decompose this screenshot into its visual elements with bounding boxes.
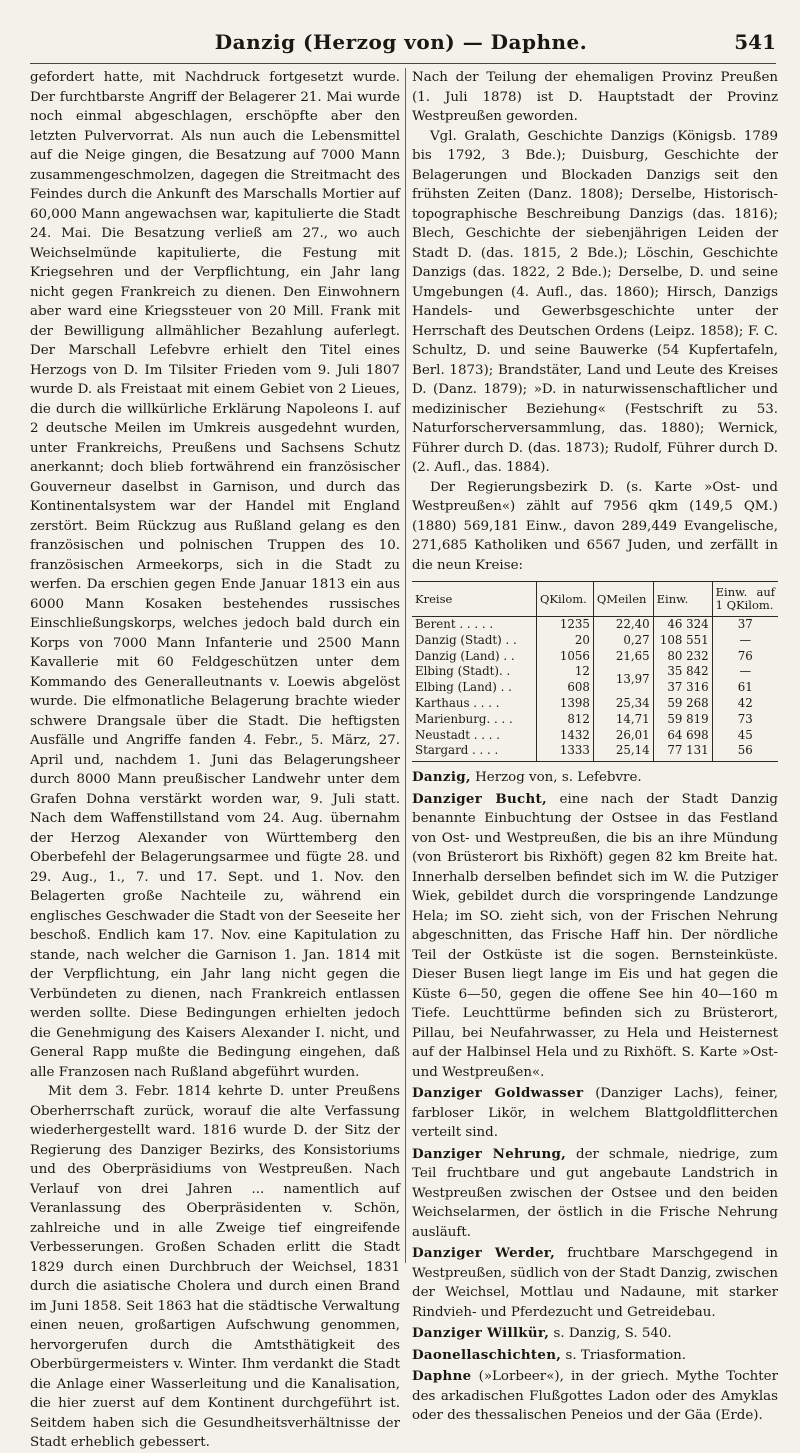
entry-danziger-nehrung xyxy=(412,1145,778,1243)
table-row xyxy=(412,712,778,728)
table-row xyxy=(412,743,778,761)
entry-text: Herzog von, s. Lefebvre. xyxy=(475,770,642,786)
page-header xyxy=(26,30,776,60)
table-row xyxy=(412,664,778,680)
kreis-qm: 25,34 xyxy=(593,696,653,712)
kreis-name: Danzig (Land) . . xyxy=(415,648,515,663)
entry-danzig-herzog xyxy=(412,768,778,788)
entry-headword: Danziger Willkür, xyxy=(412,1325,550,1342)
kreis-name: Karthaus . . . . xyxy=(415,695,500,710)
kreis-qm: 14,71 xyxy=(593,712,653,728)
kreis-qkm: 1333 xyxy=(536,743,593,761)
kreise-table xyxy=(412,581,778,762)
table-header-density: Einw. auf 1 QKilom. xyxy=(712,582,778,617)
history-paragraph-2: Mit dem 3. Febr. 1814 kehrte D. unter Preußens Oberherrschaft zurück, worauf die alte Verfassung wiederhergestellt ward. 1816 wurde D. der Sitz der Regierung des Danziger Bezirks, des Konsistoriums und des Oberpräsidiums von Westpreußen. Nach Verlauf von drei Jahren ... namentlich auf Veranlassung des Oberpräsidenten v. Schön, zahlreiche und in alle Zweige tief eingreifende Verbesserungen. Großen Schaden erlitt die Stadt 1829 durch einen Durchbruch der Weichsel, 1831 durch die asiatische Cholera und durch einen Brand im Juni 1858. Seit 1863 hat die städtische Verwaltung einen neuen, großartigen Aufschwung genommen, hervorgerufen durch die Amtsthätigkeit des Oberbürgermeisters v. Winter. Ihm verdankt die Stadt die Anlage einer Wasserleitung und die Kanalisation, die hier zuerst auf dem Kontinent durchgeführt ist. Seitdem haben sich die Gesundheitsverhältnisse der Stadt erheblich gebessert. xyxy=(30,1084,400,1450)
kreis-qm: 21,65 xyxy=(593,649,653,665)
province-paragraph: Nach der Teilung der ehemaligen Provinz Preußen (1. Juli 1878) ist D. Hauptstadt der Provinz Westpreußen geworden. xyxy=(412,70,778,124)
table-header-qkilom: QKilom. xyxy=(536,582,593,617)
kreis-qkm: 12 xyxy=(536,664,593,680)
table-row xyxy=(412,633,778,649)
column-divider xyxy=(405,68,406,1263)
entry-text: der schmale, niedrige, zum Teil fruchtbare und gut angebaute Landstrich in Westpreußen zwischen der Ostsee und den beiden Weichselarmen, der östlich in die Frische Nehrung ausläuft. xyxy=(412,1146,778,1240)
entry-text: (Danziger Lachs), feiner, farbloser Likör, in welchem Blattgoldflitterchen verteilt sind. xyxy=(412,1086,778,1141)
entry-text: s. Triasformation. xyxy=(565,1347,687,1363)
kreis-name: Stargard . . . . xyxy=(412,743,536,761)
kreis-name: Elbing (Land) . . xyxy=(415,680,512,695)
table-row xyxy=(412,617,778,633)
literature-paragraph: Vgl. Gralath, Geschichte Danzigs (Königsb. 1789 bis 1792, 3 Bde.); Duisburg, Geschichte der Belagerungen und Blockaden Danzigs seit den frühsten Zeiten (Danz. 1808); Derselbe, Historisch-topographische Beschreibung Danzigs (das. 1816); Blech, Geschichte der siebenjährigen Leiden der Stadt D. (das. 1815, 2 Bde.); Löschin, Geschichte Danzigs (das. 1822, 2 Bde.); Derselbe, D. und seine Umgebungen (4. Aufl., das. 1860); Hirsch, Danzigs Handels- und Gewerbsgeschichte unter der Herrschaft des Deutschen Ordens (Leipz. 1858); F. C. Schultz, D. und seine Bauwerke (54 Kupfertafeln, Berl. 1873); Brandstäter, Land und Leute des Kreises D. (Danz. 1879); »D. in naturwissenschaftlicher und medizinischer Beziehung« (Festschrift zu 53. Naturforscherversammlung, das. 1880); Wernick, Führer durch D. (das. 1873); Rudolf, Führer durch D. (2. Aufl., das. 1884). xyxy=(412,128,778,475)
kreis-qm: 25,14 xyxy=(593,743,653,761)
right-column xyxy=(412,68,778,1426)
left-column xyxy=(30,68,400,1453)
entry-headword: Danziger Bucht, xyxy=(412,790,547,807)
table-header-qmeilen: QMeilen xyxy=(593,582,653,617)
entry-headword: Daphne xyxy=(412,1368,472,1385)
kreis-density: 56 xyxy=(712,743,778,761)
kreis-qkm: 1235 xyxy=(536,617,593,633)
entry-headword: Daonellaschichten, xyxy=(412,1346,562,1363)
entry-daphne xyxy=(412,1367,778,1426)
table-row xyxy=(412,728,778,744)
regierungsbezirk-paragraph: Der Regierungsbezirk D. (s. Karte »Ost- und Westpreußen«) zählt auf 7956 qkm (149,5 QM.) (1880) 569,181 Einw., davon 289,449 Evangelische, 271,685 Katholiken und 6567 Juden, und zerfällt in die neun Kreise: xyxy=(412,479,778,573)
kreis-einw: 59 268 xyxy=(653,696,712,712)
kreis-qm: 0,27 xyxy=(593,633,653,649)
entry-headword: Danzig, xyxy=(412,769,471,786)
entry-text: eine nach der Stadt Danzig benannte Einbuchtung der Ostsee in das Festland von Ost- und Westpreußen, die bis an ihre Mündung (von Brüsterort bis Rixhöft) gegen 82 km Breite hat. Innerhalb derselben befindet sich im W. die Putziger Wiek, gebildet durch die vorspringende Landzunge Hela; im SO. zieht sich, von der Frischen Nehrung abgeschnitten, das Frische Haff hin. Der nördliche Teil der Ostküste ist die sogen. Bernsteinküste. Dieser Busen liegt lange im Eis und hat gegen die Küste 6—50, gegen die offene See hin 40—160 m Tiefe. Leuchttürme befinden sich zu Brüsterort, Pillau, bei Neufahrwasser, zu Hela und Heisternest auf der Halbinsel Hela und zu Rixhöft. S. Karte »Ost- und Westpreußen«. xyxy=(412,791,778,1080)
kreis-qkm: 812 xyxy=(536,712,593,728)
kreis-qkm: 1056 xyxy=(536,649,593,665)
kreis-einw: 64 698 xyxy=(653,728,712,744)
kreis-density: 76 xyxy=(712,649,778,665)
entry-headword: Danziger Werder, xyxy=(412,1245,556,1262)
table-row xyxy=(412,649,778,665)
kreis-density: — xyxy=(712,664,778,680)
entry-danziger-willkuer xyxy=(412,1324,778,1344)
kreis-einw: 59 819 xyxy=(653,712,712,728)
kreis-density: 45 xyxy=(712,728,778,744)
kreis-einw: 77 131 xyxy=(653,743,712,761)
entry-danziger-goldwasser xyxy=(412,1084,778,1143)
kreis-einw: 35 842 xyxy=(653,664,712,680)
table-header-einw: Einw. xyxy=(653,582,712,617)
kreis-qkm: 20 xyxy=(536,633,593,649)
entry-text: (»Lorbeer«), in der griech. Mythe Tochter des arkadischen Flußgottes Ladon oder des Amyklas oder des thessalischen Peneios und der Gäa (Erde). xyxy=(412,1369,778,1424)
entry-headword: Danziger Goldwasser xyxy=(412,1085,584,1102)
kreis-name: Marienburg. . . . xyxy=(415,711,513,726)
kreis-qkm: 608 xyxy=(536,680,593,696)
history-paragraph-1: gefordert hatte, mit Nachdruck fortgesetzt wurde. Der furchtbarste Angriff der Belagerer 21. Mai wurde noch einmal abgeschlagen, erschöpfte aber den letzten Pulvervorrat. Als nun auch die Lebensmittel auf die Neige gingen, die Besatzung auf 7000 Mann zusammengeschmolzen, dagegen die Streitmacht des Feindes durch die Ankunft des Marschalls Mortier auf 60,000 Mann angewachsen war, kapitulierte die Stadt 24. Mai. Die Besatzung verließ am 27., wo auch Weichselmünde kapitulierte, die Festung mit Kriegsehren und der Verpflichtung, ein Jahr lang nicht gegen Frankreich zu dienen. Den Einwohnern aber ward eine Kriegssteuer von 20 Mill. Frank mit der Bewilligung allmählicher Bezahlung auferlegt. Der Marschall Lefebvre erhielt den Titel eines Herzogs von D. Im Tilsiter Frieden vom 9. Juli 1807 wurde D. als Freistaat mit einem Gebiet von 2 Lieues, die durch die willkürliche Erklärung Napoleons I. auf 2 deutsche Meilen im Umkreis ausgedehnt wurden, unter Frankreichs, Preußens und Sachsens Schutz anerkannt; doch blieb fortwährend ein französischer Gouverneur daselbst in Garnison, und durch das Kontinentalsystem war der Handel mit England zerstört. Beim Rückzug aus Rußland gelang es den französischen und polnischen Truppen des 10. französischen Armeekorps, sich in die Stadt zu werfen. Da erschien gegen Ende Januar 1813 ein aus 6000 Mann Kosaken bestehendes russisches Einschließungskorps, welches jedoch bald durch ein Korps von 7000 Mann Infanterie und 2500 Mann Kavallerie mit 60 Feldgeschützen unter dem Kommando des Generalleutnants v. Loewis abgelöst wurde. Die elfmonatliche Belagerung brachte wieder schwere Drangsale über die Stadt. Die heftigsten Ausfälle und Angriffe fanden 4. Febr., 5. März, 27. April und, nachdem 1. Juni das Belagerungsheer durch 8000 Mann preußischer Landwehr unter dem Grafen Dohna verstärkt worden war, 9. Juli statt. Nach dem Waffenstillstand vom 24. Aug. übernahm der Herzog Alexander von Württemberg den Oberbefehl der Belagerungsarmee und fügte 28. und 29. Aug., 1., 7. und 17. Sept. und 1. Nov. den Belagerten große Nachteile zu, während ein englisches Geschwader die Stadt von der Seeseite her beschoß. Endlich kam 17. Nov. eine Kapitulation zu stande, nach welcher die Garnison 1. Jan. 1814 mit der Verpflichtung, ein Jahr lang nicht gegen die Verbündeten zu dienen, nach Frankreich entlassen werden sollte. Diese Bedingungen erhielten jedoch die Genehmigung des Kaisers Alexander I. nicht, und General Rapp mußte die Bedingung eingehen, daß alle Franzosen nach Rußland abgeführt wurden. xyxy=(30,70,401,1080)
kreis-density: 37 xyxy=(712,617,778,633)
kreis-density: 42 xyxy=(712,696,778,712)
kreis-name: Elbing (Stadt). . xyxy=(415,664,511,679)
entry-danziger-bucht xyxy=(412,790,778,1083)
entry-text: s. Danzig, S. 540. xyxy=(553,1326,672,1342)
table-header-row xyxy=(412,582,778,617)
entry-text: fruchtbare Marschgegend in Westpreußen, südlich von der Stadt Danzig, zwischen der Weichsel, Mottlau und Nadaune, mit starker Rindvieh- und Pferdezucht und Getreidebau. xyxy=(412,1246,778,1320)
kreis-density: 61 xyxy=(712,680,778,696)
kreis-einw: 80 232 xyxy=(653,649,712,665)
table-header-kreise: Kreise xyxy=(412,582,536,617)
entry-daonellaschichten xyxy=(412,1346,778,1366)
kreis-qm: 22,40 xyxy=(593,617,653,633)
page-number: 541 xyxy=(734,30,776,54)
kreis-einw: 46 324 xyxy=(653,617,712,633)
kreis-qkm: 1432 xyxy=(536,728,593,744)
table-row xyxy=(412,696,778,712)
entry-danziger-werder xyxy=(412,1244,778,1322)
kreis-density: — xyxy=(712,633,778,649)
kreis-einw: 108 551 xyxy=(653,633,712,649)
kreis-density: 73 xyxy=(712,712,778,728)
kreis-name: Berent . . . . . xyxy=(415,617,494,631)
kreis-einw: 37 316 xyxy=(653,680,712,696)
kreis-name: Danzig (Stadt) . . xyxy=(415,632,517,647)
header-rule xyxy=(30,63,776,64)
kreis-qkm: 1398 xyxy=(536,696,593,712)
kreis-qm-combined: 13,97 xyxy=(593,664,653,696)
entry-headword: Danziger Nehrung, xyxy=(412,1145,567,1162)
kreis-name: Neustadt . . . . xyxy=(415,727,501,742)
running-title: Danzig (Herzog von) — Daphne. xyxy=(214,30,588,54)
kreis-qm: 26,01 xyxy=(593,728,653,744)
